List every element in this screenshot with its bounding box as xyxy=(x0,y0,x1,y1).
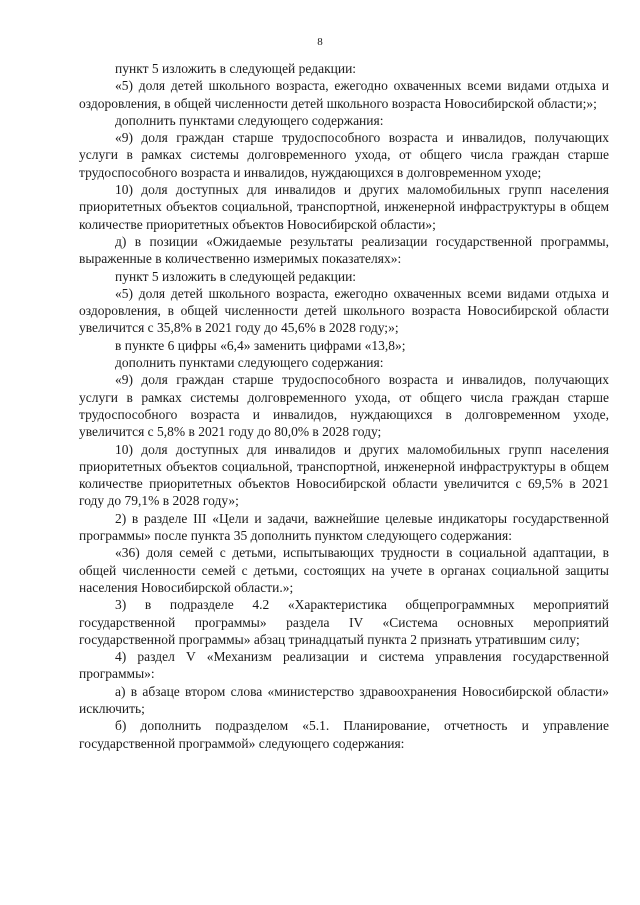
paragraph: 4) раздел V «Механизм реализации и система управления государственной программы»: xyxy=(79,649,609,682)
paragraph: дополнить пунктами следующего содержания: xyxy=(115,355,384,371)
paragraph: 3) в подразделе 4.2 «Характеристика общепрограммных мероприятий государственной программы» раздела IV «Система основных мероприятий государственной программы» абзац тринадцатый пункта 2 признать утратившим силу; xyxy=(79,597,609,647)
paragraph: пункт 5 изложить в следующей редакции: xyxy=(115,61,357,76)
paragraph: 10) доля доступных для инвалидов и других маломобильных групп населения приоритетных объектов социальной, транспортной, инженерной инфраструктуры в общем количестве приоритетных объектов Новосибирской области увеличится с 69,5% в 2021 году до 79,1% в 2028 году»; xyxy=(79,441,609,509)
paragraph: «9) доля граждан старше трудоспособного возраста и инвалидов, получающих услуги в рамках системы долговременного ухода, от общего числа граждан старше трудоспособного возраста и инвалидов, нуждающихся в долговременном уходе, увеличится с 5,8% в 2021 году до 80,0% в 2028 году; xyxy=(79,372,609,440)
paragraph: «5) доля детей школьного возраста, ежегодно охваченных всеми видами отдыха и оздоровления, в общей численности детей школьного возраста Новосибирской области увеличится с 35,8% в 2021 году до 45,6% в 2028 году;»; xyxy=(79,285,609,336)
paragraph: 2) в разделе III «Цели и задачи, важнейшие целевые индикаторы государственной программы» после пункта 35 дополнить пунктом следующего содержания: xyxy=(79,510,609,544)
paragraph: «36) доля семей с детьми, испытывающих трудности в социальной адаптации, в общей численности семей с детьми, состоящих на учете в органах социальной защиты населения Новосибирской области.»; xyxy=(79,545,609,595)
paragraph: пункт 5 изложить в следующей редакции: xyxy=(115,268,357,284)
paragraph: д) в позиции «Ожидаемые результаты реализации государственной программы, выраженные в количественно измеримых показателях»: xyxy=(79,233,609,267)
paragraph: дополнить пунктами следующего содержания: xyxy=(115,112,384,128)
paragraph: а) в абзаце втором слова «министерство здравоохранения Новосибирской области» исключить; xyxy=(79,683,609,716)
page-number: 8 xyxy=(317,36,323,48)
paragraph: в пункте 6 цифры «6,4» заменить цифрами «13,8»; xyxy=(115,337,406,353)
paragraph: «9) доля граждан старше трудоспособного возраста и инвалидов, получающих услуги в рамках системы долговременного ухода, от общего числа граждан старше трудоспособного возраста и инвалидов, нуждающихся в долговременном уходе; xyxy=(79,130,609,180)
paragraph: «5) доля детей школьного возраста, ежегодно охваченных всеми видами отдыха и оздоровления, в общей численности детей школьного возраста Новосибирской области;»; xyxy=(79,78,609,111)
paragraph: б) дополнить подразделом «5.1. Планирование, отчетность и управление государственной программой» следующего содержания: xyxy=(79,718,609,751)
document-body xyxy=(79,60,609,752)
paragraph: 10) доля доступных для инвалидов и других маломобильных групп населения приоритетных объектов социальной, транспортной, инженерной инфраструктуры в общем количестве приоритетных объектов Новосибирской области»; xyxy=(79,182,609,232)
